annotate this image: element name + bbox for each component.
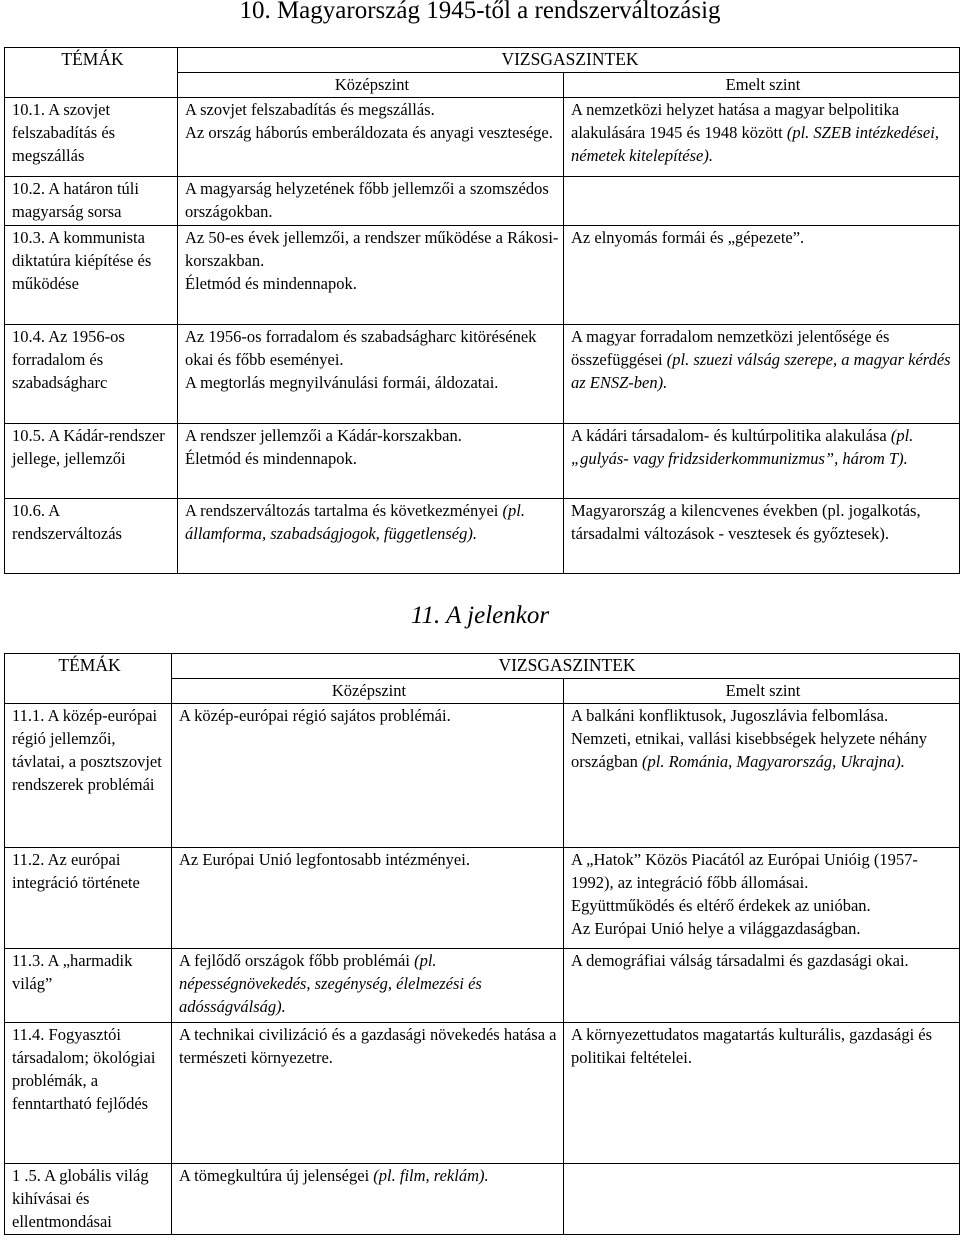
advanced-line: A balkáni konfliktusok, Jugoszlávia felbomlása. xyxy=(571,706,889,725)
mid-cell xyxy=(178,98,564,177)
topic-cell: 11.1. A közép-európai régió jellemzői, távlatai, a posztszovjet rendszerek problémái xyxy=(5,704,172,848)
table-row xyxy=(5,1164,960,1235)
advanced-line xyxy=(571,727,955,773)
advanced-line: A demográfiai válság társadalmi és gazdasági okai. xyxy=(571,951,909,970)
mid-text: A tömegkultúra új jelenségei xyxy=(179,1166,370,1185)
table-row xyxy=(5,226,960,325)
table-row xyxy=(5,848,960,949)
mid-text: A fejlődő országok főbb problémái xyxy=(179,951,410,970)
mid-line: Életmód és mindennapok. xyxy=(185,449,357,468)
advanced-line: A környezettudatos magatartás kulturális, gazdasági és politikai feltételei. xyxy=(571,1025,933,1067)
mid-line: Az 1956-os forradalom és szabadságharc kitörésének okai és főbb eseményei. xyxy=(185,327,537,369)
mid-cell xyxy=(172,704,564,848)
mid-cell xyxy=(172,1023,564,1164)
mid-cell xyxy=(178,177,564,226)
table-row xyxy=(5,499,960,574)
mid-example: (pl. államforma, szabadságjogok, függetlenség). xyxy=(185,501,525,543)
topics-header: TÉMÁK xyxy=(5,654,172,704)
exam-levels-header: VIZSGASZINTEK xyxy=(178,48,960,73)
topic-cell: 10.5. A Kádár-rendszer jellege, jellemzői xyxy=(5,424,178,499)
mid-example: (pl. népességnövekedés, szegénység, élelmezési és adósságválság). xyxy=(179,951,482,1016)
mid-line: A szovjet felszabadítás és megszállás. xyxy=(185,100,435,119)
mid-text: A közép-európai régió sajátos problémái. xyxy=(179,706,451,725)
mid-cell xyxy=(178,424,564,499)
advanced-cell xyxy=(564,1164,960,1235)
table-row xyxy=(5,177,960,226)
mid-level-header: Középszint xyxy=(178,73,564,98)
mid-line: A rendszer jellemzői a Kádár-korszakban. xyxy=(185,426,462,445)
advanced-level-header: Emelt szint xyxy=(564,679,960,704)
table-row xyxy=(5,704,960,848)
advanced-text: A kádári társadalom- és kultúrpolitika alakulása xyxy=(571,426,887,445)
mid-cell xyxy=(178,325,564,424)
advanced-cell xyxy=(564,325,960,424)
mid-cell xyxy=(178,226,564,325)
advanced-level-header: Emelt szint xyxy=(564,73,960,98)
advanced-line: Együttműködés és eltérő érdekek az unióban. xyxy=(571,896,871,915)
advanced-text: A nemzetközi helyzet hatása a magyar belpolitika alakulására 1945 és 1948 között xyxy=(571,100,900,142)
advanced-example: (pl. Románia, Magyarország, Ukrajna). xyxy=(642,752,905,771)
advanced-example: (pl. „gulyás- vagy fridzsiderkommunizmus”, három T). xyxy=(571,426,914,468)
advanced-text: Az elnyomás formái és „gépezete”. xyxy=(571,228,805,247)
mid-cell xyxy=(172,1164,564,1235)
topic-cell: 11.2. Az európai integráció története xyxy=(5,848,172,949)
advanced-cell xyxy=(564,226,960,325)
advanced-cell xyxy=(564,704,960,848)
advanced-line: Az Európai Unió helye a világgazdaságban. xyxy=(571,919,861,938)
topic-cell: 1 .5. A globális világ kihívásai és ellentmondásai xyxy=(5,1164,172,1235)
topic-cell: 10.3. A kommunista diktatúra kiépítése és működése xyxy=(5,226,178,325)
table-row xyxy=(5,98,960,177)
topic-cell: 11.3. A „harmadik világ” xyxy=(5,949,172,1023)
table-row xyxy=(5,325,960,424)
topic-cell: 10.1. A szovjet felszabadítás és megszállás xyxy=(5,98,178,177)
advanced-text: Nemzeti, etnikai, vallási kisebbségek helyzete néhány országban xyxy=(571,729,927,771)
advanced-text: A magyar forradalom nemzetközi jelentősége és összefüggései xyxy=(571,327,890,369)
advanced-cell xyxy=(564,98,960,177)
advanced-cell xyxy=(564,949,960,1023)
advanced-cell xyxy=(564,424,960,499)
mid-line: Életmód és mindennapok. xyxy=(185,274,357,293)
advanced-line: A „Hatok” Közös Piacától az Európai Unióig (1957-1992), az integráció főbb állomásai. xyxy=(571,850,918,892)
advanced-example: (pl. szuezi válság szerepe, a magyar kérdés az ENSZ-ben). xyxy=(571,350,951,392)
mid-cell xyxy=(178,499,564,574)
section-10-title: 10. Magyarország 1945-től a rendszerváltozásig xyxy=(239,0,721,24)
topics-header: TÉMÁK xyxy=(5,48,178,98)
table-row xyxy=(5,424,960,499)
advanced-example: (pl. SZEB intézkedései, németek kitelepítése). xyxy=(571,123,939,165)
mid-line: A magyarság helyzetének főbb jellemzői a szomszédos országokban. xyxy=(185,179,549,221)
advanced-cell xyxy=(564,177,960,226)
advanced-cell xyxy=(564,1023,960,1164)
mid-cell xyxy=(172,848,564,949)
section-11-title: 11. A jelenkor xyxy=(410,602,550,629)
topic-cell: 10.2. A határon túli magyarság sorsa xyxy=(5,177,178,226)
section-10-table xyxy=(4,47,960,574)
mid-text: A rendszerváltozás tartalma és következményei xyxy=(185,501,499,520)
mid-text: Az Európai Unió legfontosabb intézményei. xyxy=(179,850,470,869)
exam-levels-header: VIZSGASZINTEK xyxy=(172,654,960,679)
mid-cell xyxy=(172,949,564,1023)
advanced-cell xyxy=(564,499,960,574)
mid-example: (pl. film, reklám). xyxy=(373,1166,489,1185)
table-row xyxy=(5,1023,960,1164)
mid-line: Az 50-es évek jellemzői, a rendszer működése a Rákosi-korszakban. xyxy=(185,228,559,270)
topic-cell: 11.4. Fogyasztói társadalom; ökológiai problémák, a fenntartható fejlődés xyxy=(5,1023,172,1164)
mid-line: A megtorlás megnyilvánulási formái, áldozatai. xyxy=(185,373,499,392)
topic-cell: 10.4. Az 1956-os forradalom és szabadságharc xyxy=(5,325,178,424)
mid-line: Az ország háborús emberáldozata és anyagi vesztesége. xyxy=(185,123,553,142)
advanced-text: Magyarország a kilencvenes években (pl. jogalkotás, társadalmi változások - vesztesek és győztesek). xyxy=(571,501,921,543)
mid-text: A technikai civilizáció és a gazdasági növekedés hatása a természeti környezetre. xyxy=(179,1025,557,1067)
table-row xyxy=(5,949,960,1023)
advanced-cell xyxy=(564,848,960,949)
topic-cell: 10.6. A rendszerváltozás xyxy=(5,499,178,574)
mid-level-header: Középszint xyxy=(172,679,564,704)
section-11-table xyxy=(4,653,960,1235)
